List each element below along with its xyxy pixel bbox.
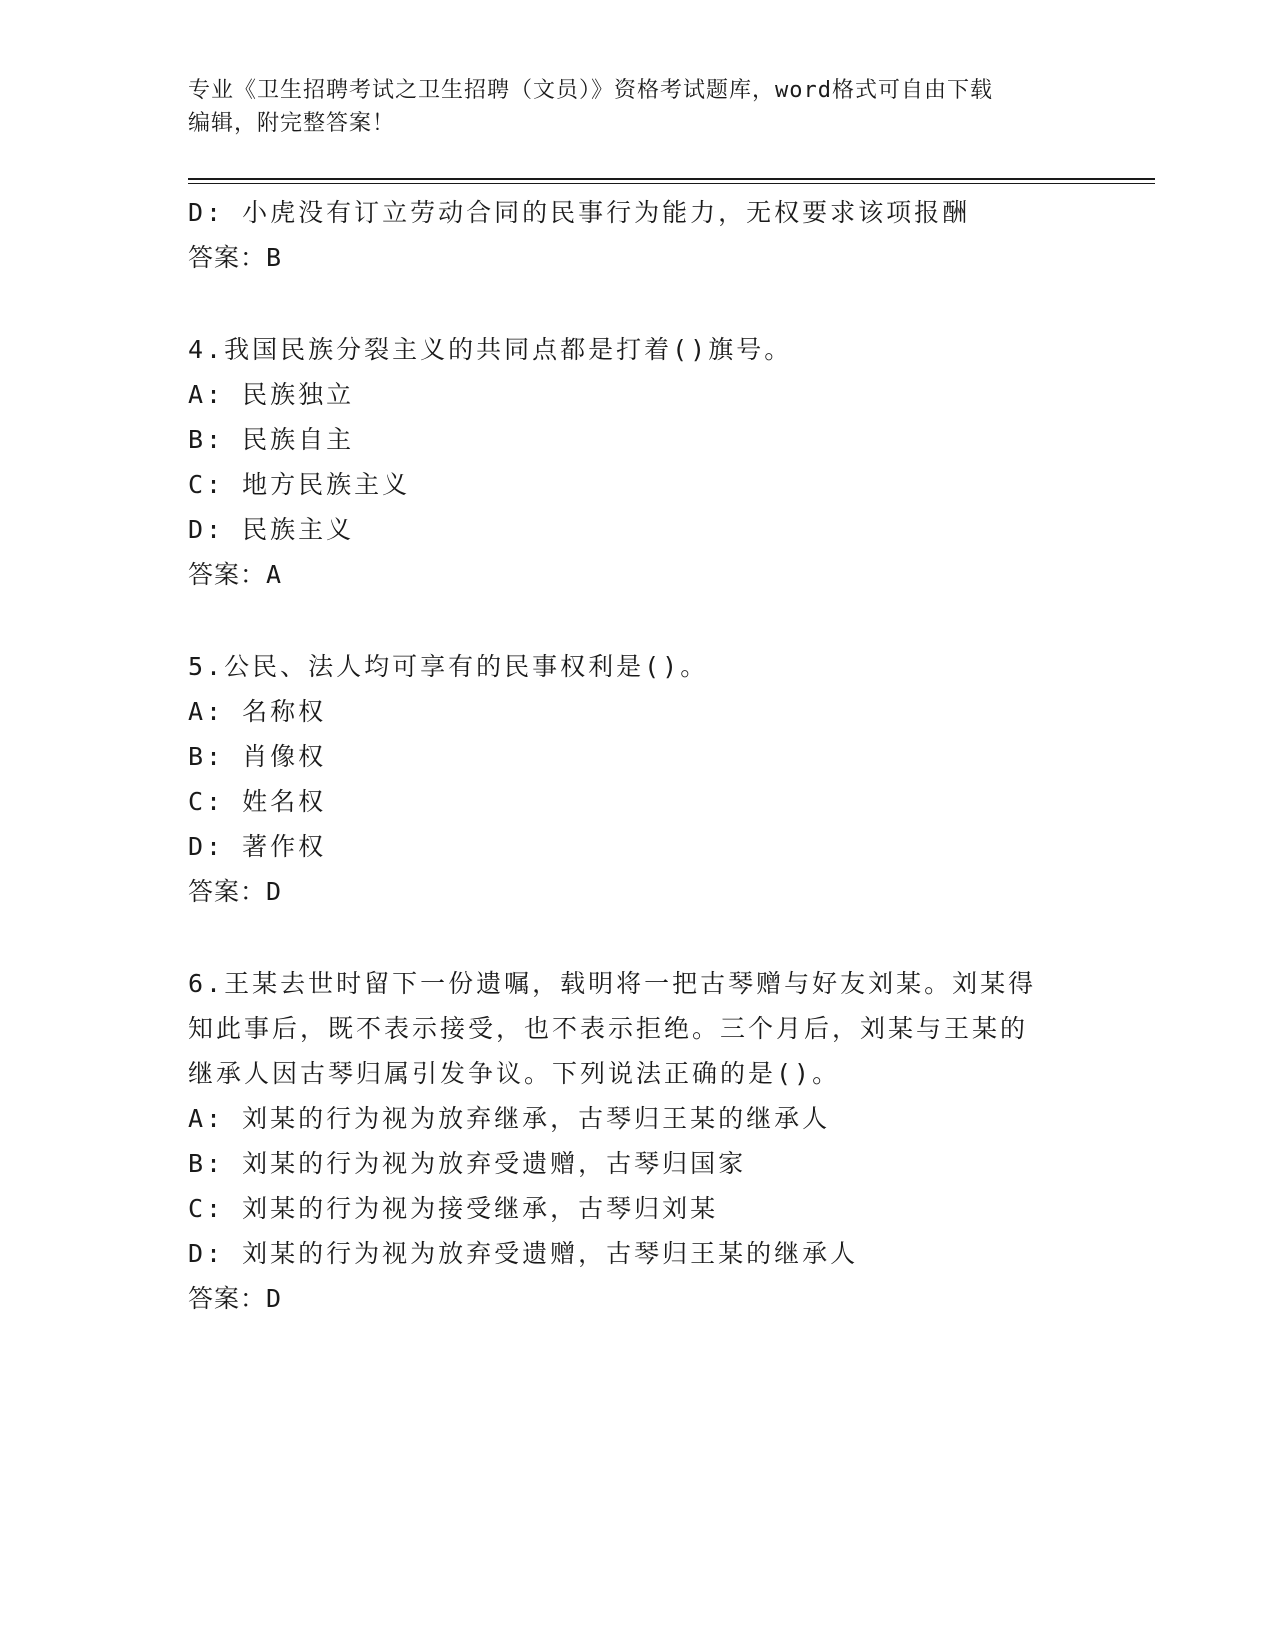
question-stem-line-2: 知此事后，既不表示接受，也不表示拒绝。三个月后，刘某与王某的 [188, 1014, 1029, 1043]
question-4 [188, 327, 1088, 597]
answer-label: 答案：B [188, 243, 283, 272]
option-d: D: 著作权 [188, 832, 327, 861]
option-b: B: 肖像权 [188, 742, 327, 771]
question-list [188, 190, 1088, 1321]
header-divider-thick [188, 178, 1155, 180]
question-6 [188, 961, 1088, 1321]
document-header [188, 74, 1088, 140]
option-d: D: 刘某的行为视为放弃受遗赠，古琴归王某的继承人 [188, 1239, 859, 1268]
answer-label: 答案：D [188, 877, 283, 906]
header-line-1: 专业《卫生招聘考试之卫生招聘（文员）》资格考试题库，word格式可自由下载 [188, 78, 993, 103]
header-divider-thin [188, 183, 1155, 184]
question-stem-line-3: 继承人因古琴归属引发争议。下列说法正确的是()。 [188, 1059, 841, 1088]
option-a: A: 刘某的行为视为放弃继承，古琴归王某的继承人 [188, 1104, 831, 1133]
option-a: A: 名称权 [188, 697, 327, 726]
option-d: D: 小虎没有订立劳动合同的民事行为能力，无权要求该项报酬 [188, 198, 971, 227]
question-3-tail [188, 190, 1088, 280]
question-stem: 4.我国民族分裂主义的共同点都是打着()旗号。 [188, 335, 793, 364]
option-b: B: 民族自主 [188, 425, 355, 454]
option-d: D: 民族主义 [188, 515, 355, 544]
question-stem: 5.公民、法人均可享有的民事权利是()。 [188, 652, 709, 681]
question-stem-line-1: 6.王某去世时留下一份遗嘱，载明将一把古琴赠与好友刘某。刘某得 [188, 969, 1037, 998]
option-c: C: 刘某的行为视为接受继承，古琴归刘某 [188, 1194, 719, 1223]
option-c: C: 姓名权 [188, 787, 327, 816]
question-5 [188, 644, 1088, 914]
option-a: A: 民族独立 [188, 380, 355, 409]
option-c: C: 地方民族主义 [188, 470, 411, 499]
header-line-2: 编辑，附完整答案！ [188, 111, 396, 136]
option-b: B: 刘某的行为视为放弃受遗赠，古琴归国家 [188, 1149, 747, 1178]
answer-label: 答案：D [188, 1284, 283, 1313]
answer-label: 答案：A [188, 560, 283, 589]
